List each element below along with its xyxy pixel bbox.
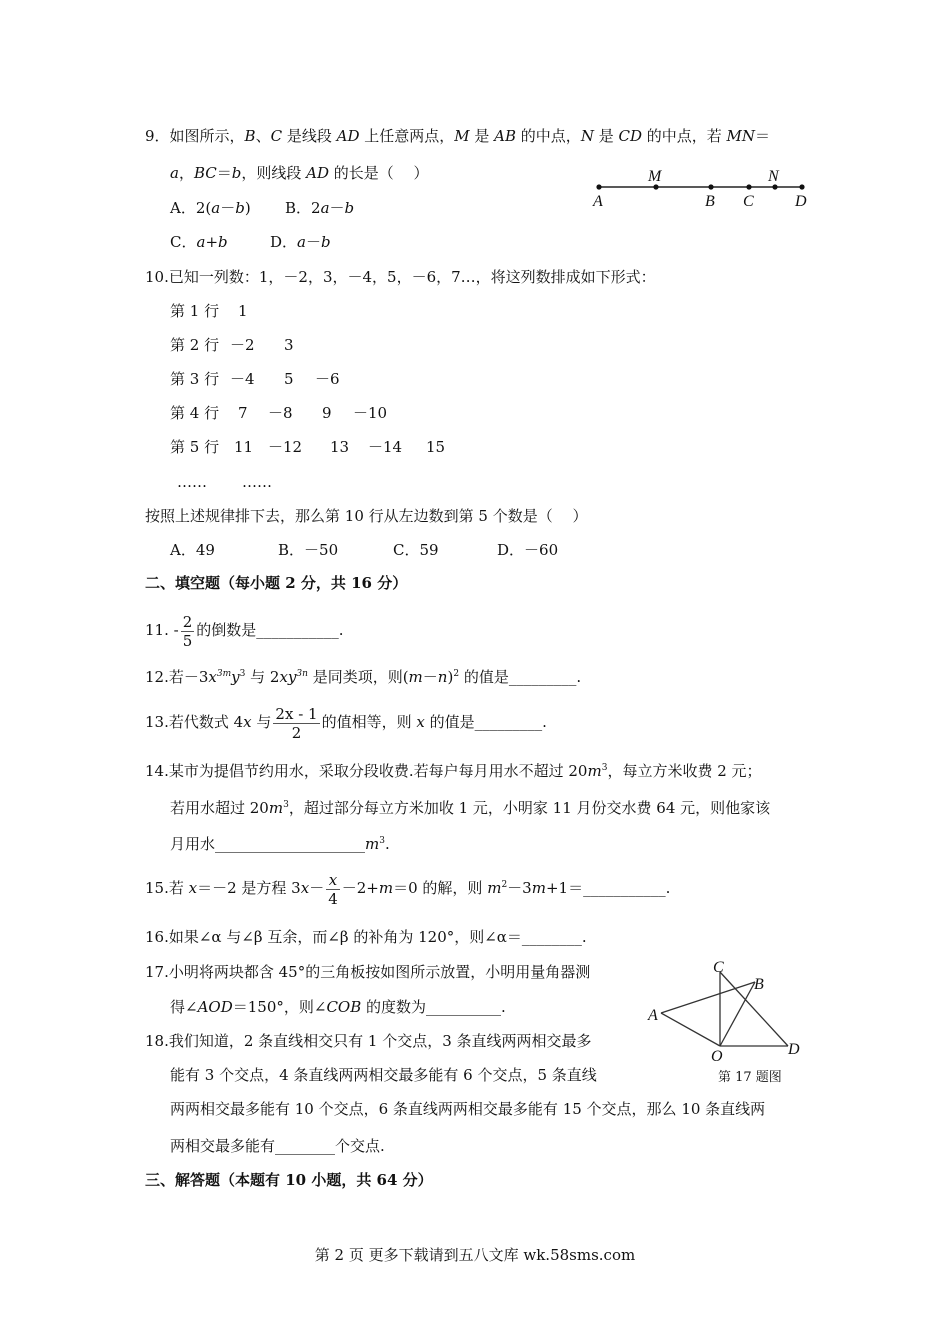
q10-ellipsis-1: …… xyxy=(177,473,207,491)
label-a: A xyxy=(648,1007,658,1024)
point-m xyxy=(653,184,658,189)
q15-fraction: $\frac{x}{4}$ xyxy=(328,870,338,908)
label-b: B xyxy=(705,193,715,210)
q18-line4: 两相交最多能有________个交点. xyxy=(170,1137,385,1155)
label-c: C xyxy=(713,959,724,976)
label-b: B xyxy=(754,976,764,993)
q10-row-4: 第 4 行 7 －8 9 －10 xyxy=(170,404,388,422)
q17-line2: 得∠AOD＝150°，则∠COB 的度数为__________. xyxy=(170,998,506,1016)
q9-option-a: A．2(a－b) xyxy=(170,199,251,217)
q13-fraction: $\frac{2x - 1}{2}$ xyxy=(275,704,318,742)
q9-option-d: D．a－b xyxy=(270,233,331,251)
q10-row-3: 第 3 行 －4 5 －6 xyxy=(170,370,340,388)
q14-line3: 月用水$\_\_\_\_\_\_\_\_\_\_\_\_\_\_\_\_\_\_\_\_m^3$. xyxy=(170,835,390,853)
label-d: D xyxy=(788,1041,800,1058)
section-3-title: 三、解答题（本题有 10 小题，共 64 分） xyxy=(145,1171,433,1189)
q9-line2: a，BC＝b，则线段 AD 的长是（ ） xyxy=(170,164,429,182)
line-ao xyxy=(661,1013,720,1046)
page-footer: 第 2 页 更多下载请到五八文库 wk.58sms.com xyxy=(314,1246,636,1264)
q17-line1: 17.小明将两块都含 45°的三角板按如图所示放置，小明用量角器测 xyxy=(145,963,591,981)
q12: 12.若$-3x^{3m}y^3$ 与 $2xy^{3n}$ 是同类项，则$(m-n)^2$ 的值是_________. xyxy=(145,668,582,686)
q10-option-a: A．49 xyxy=(170,541,215,559)
label-a: A xyxy=(593,193,603,210)
q10-option-c: C．59 xyxy=(393,541,439,559)
label-d: D xyxy=(795,193,807,210)
q10-row-1: 第 1 行 1 xyxy=(170,302,248,320)
q10-row-2: 第 2 行 －2 3 xyxy=(170,336,294,354)
q18-line1: 18.我们知道，2 条直线相交只有 1 个交点，3 条直线两两相交最多 xyxy=(145,1032,592,1050)
q11-fraction: $\frac{2}{5}$ xyxy=(182,612,193,650)
point-d xyxy=(799,184,804,189)
q10-option-b: B．－50 xyxy=(278,541,339,559)
q11: 11. - $\frac{2}{5}$ 的倒数是___________. xyxy=(145,612,344,650)
q18-line2: 能有 3 个交点，4 条直线两两相交最多能有 6 个交点，5 条直线 xyxy=(170,1066,597,1084)
q16: 16.如果∠α 与∠β 互余，而∠β 的补角为 120°，则∠α＝________. xyxy=(145,928,587,946)
label-o: O xyxy=(711,1048,723,1065)
point-n xyxy=(772,184,777,189)
label-c: C xyxy=(743,193,754,210)
q13: 13.若代数式 4x 与 $\frac{2x - 1}{2}$ 的值相等，则 x 的值是_________. xyxy=(145,704,547,742)
label-n: N xyxy=(768,168,779,185)
q10-option-d: D．－60 xyxy=(497,541,559,559)
q10-ellipsis-2: …… xyxy=(242,473,272,491)
q9-segment-figure xyxy=(585,162,815,212)
section-2-title: 二、填空题（每小题 2 分，共 16 分） xyxy=(145,574,408,592)
q14-line1: 14.某市为提倡节约用水，采取分段收费.若每户每月用水不超过 $20m^3$，每立方米收费 2 元； xyxy=(145,762,762,780)
q10-row-5: 第 5 行 11 －12 13 －14 15 xyxy=(170,438,446,456)
q17-figure-caption: 第 17 题图 xyxy=(718,1070,782,1085)
q15: 15.若 x＝－2 是方程 3x－ $\frac{x}{4}$ －2+m＝0 的解，则 $m^2-3m+1=\_\_\_\_\_\_\_\_\_\_\_$. xyxy=(145,870,671,908)
q9-line1: 9．如图所示，B、C 是线段 AD 上任意两点，M 是 AB 的中点，N 是 CD 的中点，若 MN＝ xyxy=(145,127,771,145)
point-b xyxy=(708,184,713,189)
q17-triangle-figure xyxy=(640,958,815,1068)
q9-option-c: C．a+b xyxy=(170,233,228,251)
q14-line2: 若用水超过 $20m^3$，超过部分每立方米加收 1 元，小明家 11 月份交水费 64 元，则他家该 xyxy=(170,799,771,817)
point-c xyxy=(746,184,751,189)
q10-question: 按照上述规律排下去，那么第 10 行从左边数到第 5 个数是（ ） xyxy=(145,507,588,525)
q9-option-b: B．2a－b xyxy=(285,199,355,217)
q18-line3: 两两相交最多能有 10 个交点，6 条直线两两相交最多能有 15 个交点，那么 10 条直线两 xyxy=(170,1100,766,1118)
q10-intro: 10.已知一列数：1，－2，3，－4，5，－6，7…，将这列数排成如下形式： xyxy=(145,268,656,286)
point-a xyxy=(596,184,601,189)
label-m: M xyxy=(648,168,662,185)
